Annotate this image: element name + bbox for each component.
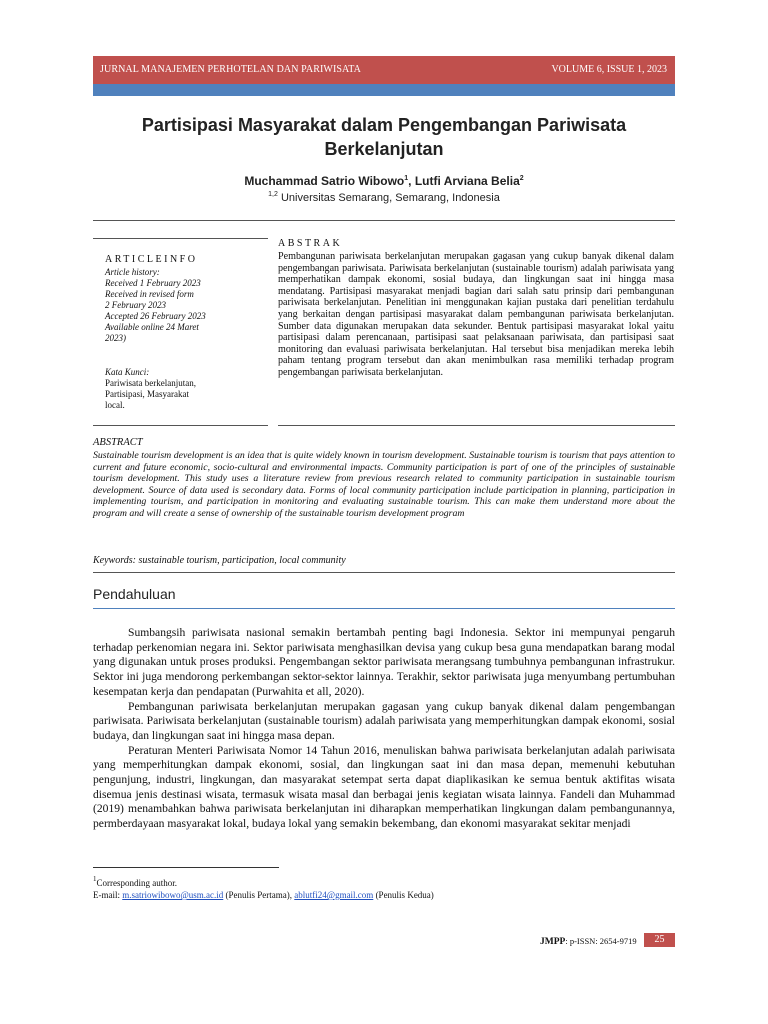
author-list bbox=[93, 174, 675, 188]
issn: : p-ISSN: 2654-9719 bbox=[565, 936, 637, 946]
abstrak-bottom-rule bbox=[278, 425, 675, 426]
author-separator: , bbox=[408, 174, 415, 188]
email-role-2: (Penulis Kedua) bbox=[373, 890, 434, 900]
page-number: 25 bbox=[644, 933, 675, 947]
online-date-line-1: Available online 24 Maret bbox=[105, 322, 199, 332]
footnote-corresponding bbox=[93, 875, 177, 888]
articleinfo-top-rule bbox=[93, 238, 268, 239]
journal-abbreviation: JMPP bbox=[540, 937, 566, 947]
corresponding-author-label: Corresponding author. bbox=[96, 878, 177, 888]
kata-kunci-line-1: Pariwisata berkelanjutan, bbox=[105, 378, 196, 388]
email-link-2[interactable]: ablutfi24@gmail.com bbox=[294, 890, 374, 900]
journal-header-bar bbox=[93, 56, 675, 84]
abstrak-body: Pembangunan pariwisata berkelanjutan merupakan gagasan yang cukup banyak dikenal dalam pengembangan pariwisata. Pariwisata berkelanjutan (sustainable tourism) adalah pariwisata yang memperhatikan dampak ekonomi, sosial budaya, dan lingkungan saat ini hingga masa mendatang. Partisipasi masyarakat menjadi bagian dari salah satu prinsip dari pembangunan pariwisata berkelanjutan. Penelitian ini menggunakan kajian pustaka dari penelitian terdahulu yang berkaitan dengan partisipasi masyarakat dalam pembangunan pariwisata berkelanjutan. Sumber data digunakan merupakan data sekunder. Bentuk partisipasi masyarakat lokal yaitu partisipasi dalam perencanaan, partisipasi saat pelaksanaan pariwisata, dan partisipasi saat monitoring dan evaluasi pariwisata berkelanjutan. Hal tersebut bisa menjadikan mereka lebih paham tentang program tersebut dan akan menimbulkan rasa memiliki terhadap program pengembangan pariwisata berkelanjutan. bbox=[278, 251, 674, 378]
article-history-label: Article history: bbox=[105, 267, 160, 277]
author-2-sup: 2 bbox=[519, 175, 524, 182]
title-line-2: Berkelanjutan bbox=[324, 139, 444, 159]
page-footer bbox=[540, 936, 637, 947]
affiliation bbox=[93, 191, 675, 204]
email-link-1[interactable]: m.satriowibowo@usm.ac.id bbox=[122, 890, 224, 900]
author-2: Lutfi Arviana Belia bbox=[414, 174, 520, 188]
title-line-1: Partisipasi Masyarakat dalam Pengembangan Pariwisata bbox=[141, 115, 627, 135]
email-label: E-mail: bbox=[93, 890, 123, 900]
footnote-sup: 1 bbox=[93, 875, 97, 883]
paragraph-1: Sumbangsih pariwisata nasional semakin bertambah penting bagi Indonesia. Sektor ini mempunyai pengaruh terhadap perkenomian negara ini. Sektor pariwisata menghasilkan devisa yang cukup besa guna mendapatkan barang modal yang digunakan untuk proses produksi. Pengembangan sektor pariwisata merangsang tumbuhnya pembangunan infrastrukur. Sektor ini juga mendorong perkembangan sektor-sektor lainnya. Terakhir, sektor pariwisata juga menyumbang pertumbuhan kesempatan kerja dan pendapatan (Purwahita et all, 2020). bbox=[93, 626, 675, 698]
article-info-heading: ARTICLEINFO bbox=[105, 254, 198, 265]
body-text bbox=[93, 626, 675, 832]
revised-date: 2 February 2023 bbox=[105, 300, 166, 310]
revised-label: Received in revised form bbox=[105, 289, 194, 299]
paragraph-2: Pembangunan pariwisata berkelanjutan merupakan gagasan yang cukup banyak dikenal dalam pengembangan pariwisata. Pariwisata berkelanjutan (sustainable tourism) adalah pariwisata yang memperhitungkan dampak ekonomi, sosial budaya, dan lingkungan saat ini hingga masa depan. bbox=[93, 699, 675, 742]
section-heading: Pendahuluan bbox=[93, 586, 176, 602]
keywords: Keywords: sustainable tourism, participation, local community bbox=[93, 555, 346, 566]
paragraph-3: Peraturan Menteri Pariwisata Nomor 14 Tahun 2016, menuliskan bahwa pariwisata berkelanjutan adalah pariwisata yang memperhitungkan dampak ekonomi, sosial, dan lingkungan saat ini dan masa depan, memenuhi kebutuhan pengunjung, industri, lingkungan, dan masyarakat setempat serta dapat diaplikasikan ke semua bentuk aktifitas wisata disemua jenis destinasi wisata, termasuk wisata masal dan berbagai jenis kegiatan wisata lainnya. Fandeli dan Muhammad (2019) menambahkan bahwa pariwisata berkelanjutan ini diharapkan memperhatikan lingkungan dalam pembangunannya, permberdayaan masyarakat lokal, budaya lokal yang semakin bekembang, dan ekonomi masyarakat sekitar menjadi bbox=[93, 743, 675, 831]
paper-title bbox=[93, 113, 675, 161]
received-date: Received 1 February 2023 bbox=[105, 278, 201, 288]
author-1: Muchammad Satrio Wibowo bbox=[244, 174, 405, 188]
online-date-line-2: 2023) bbox=[105, 333, 126, 343]
abstract-body: Sustainable tourism development is an idea that is quite widely known in tourism development. Sustainable tourism is tourism that pays attention to current and future economic, socio-cultural and environmental impacts. Community participation is part of one of the principles of sustainable tourism development. This study uses a literature review from previous research related to community participation in sustainable tourism development. Source of data used is secondary data. Forms of local community participation include participation in planning, participation in implementing tourism, and participation in monitoring and evaluating sustainable tourism. This can make them understand more about the program and will create a sense of ownership of the sustainable tourism development program bbox=[93, 450, 675, 519]
author-1-sup: 1 bbox=[404, 175, 409, 182]
keywords-rule bbox=[93, 572, 675, 573]
kata-kunci-label: Kata Kunci: bbox=[105, 367, 150, 377]
accepted-date: Accepted 26 February 2023 bbox=[105, 311, 206, 321]
articleinfo-bottom-rule bbox=[93, 425, 268, 426]
abstrak-heading: ABSTRAK bbox=[278, 238, 343, 249]
email-role-1: (Penulis Pertama), bbox=[223, 890, 295, 900]
section-heading-rule bbox=[93, 608, 675, 609]
abstract-heading: ABSTRACT bbox=[93, 437, 143, 448]
affiliation-sup: 1,2 bbox=[268, 191, 278, 198]
kata-kunci-line-2: Partisipasi, Masyarakat bbox=[105, 389, 189, 399]
journal-name: JURNAL MANAJEMEN PERHOTELAN DAN PARIWISATA bbox=[100, 64, 361, 75]
volume-issue: VOLUME 6, ISSUE 1, 2023 bbox=[551, 64, 667, 75]
article-info-panel bbox=[105, 254, 265, 411]
footnote-rule bbox=[93, 867, 279, 868]
title-divider bbox=[93, 220, 675, 221]
kata-kunci-line-3: local. bbox=[105, 400, 125, 410]
header-accent-strip bbox=[93, 84, 675, 96]
footnote-emails bbox=[93, 890, 434, 900]
affiliation-text: Universitas Semarang, Semarang, Indonesia bbox=[277, 192, 500, 204]
